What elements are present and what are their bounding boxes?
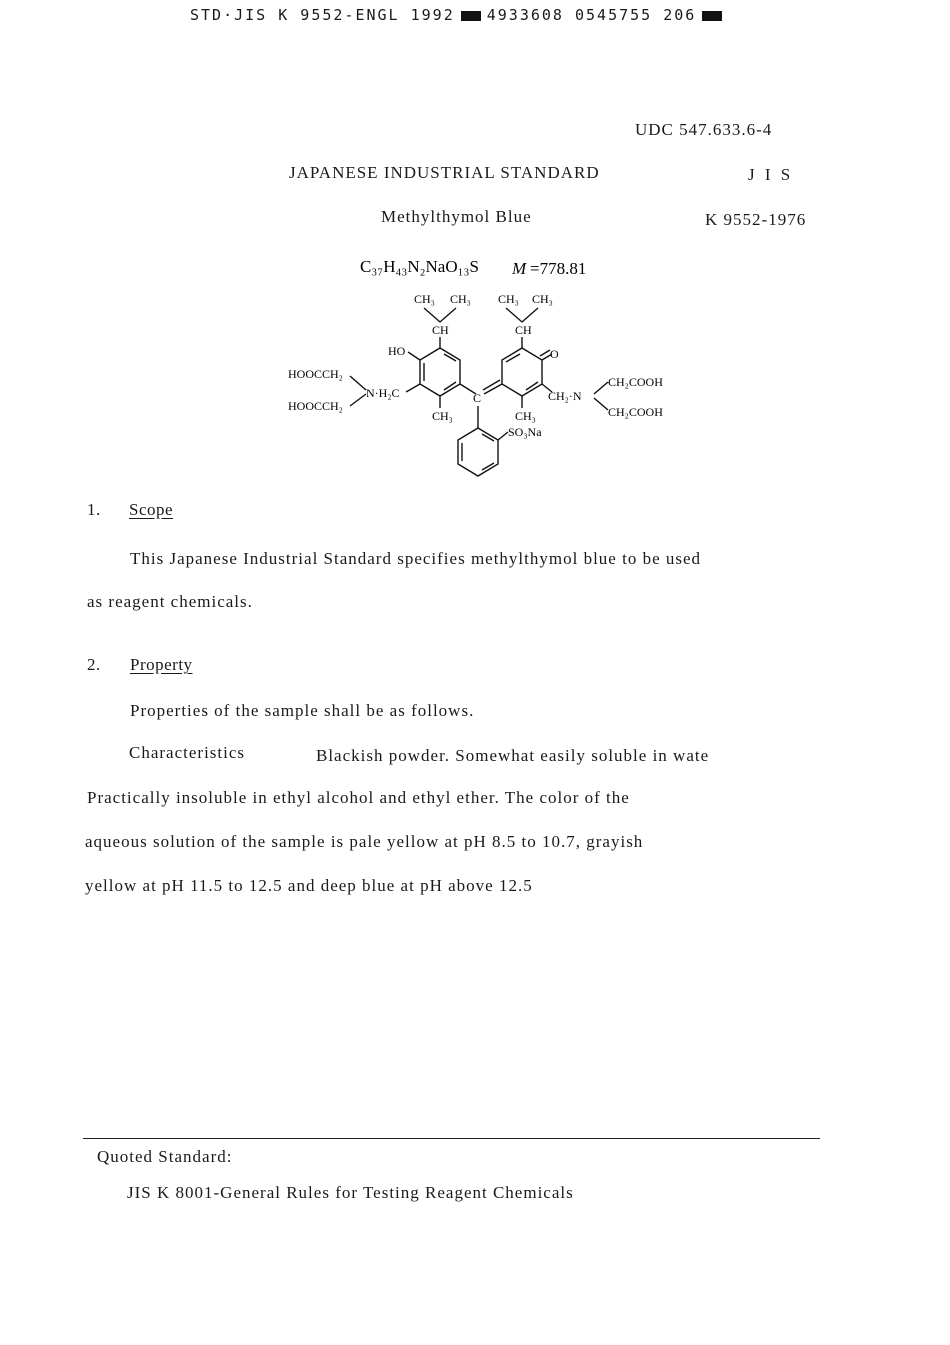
quoted-standard-label: Quoted Standard: — [97, 1147, 233, 1166]
label-ch2cooh: CH₂COOH — [608, 405, 663, 419]
label-nh2c: N·H₂C — [366, 386, 400, 400]
label-ch3: CH₃ — [515, 409, 536, 423]
property-paragraph-line: Practically insoluble in ethyl alcohol and ethyl ether. The color of the — [87, 788, 630, 807]
section-number: 1. — [87, 500, 101, 519]
header-codes: 4933608 0545755 206 — [486, 6, 697, 24]
label-ch3: CH₃ — [414, 292, 435, 306]
scan-header — [190, 6, 728, 24]
quoted-standard-text: JIS K 8001-General Rules for Testing Reagent Chemicals — [127, 1183, 574, 1202]
footnote-divider — [83, 1138, 820, 1139]
jis-mark: J I S — [748, 165, 794, 184]
molecular-formula: C₃₇H₄₃N₂NaO₁₃S — [360, 257, 479, 276]
scope-paragraph-line: This Japanese Industrial Standard specifies methylthymol blue to be used — [130, 549, 702, 568]
label-c: C — [473, 391, 482, 405]
property-paragraph-line: Properties of the sample shall be as follows. — [130, 701, 475, 720]
label-o: O — [550, 347, 559, 361]
udc-code: UDC 547.633.6-4 — [635, 120, 773, 139]
standard-number: K 9552-1976 — [705, 210, 807, 229]
section-number: 2. — [87, 655, 101, 674]
label-ch: CH — [515, 323, 532, 337]
label-hoocch2: HOOCCH₂ — [288, 399, 343, 413]
property-paragraph-line: yellow at pH 11.5 to 12.5 and deep blue at pH above 12.5 — [85, 876, 533, 895]
label-ch3: CH₃ — [532, 292, 553, 306]
label-ch2n: CH₂·N — [548, 389, 582, 403]
standard-org: JAPANESE INDUSTRIAL STANDARD — [289, 163, 600, 182]
label-hoocch2: HOOCCH₂ — [288, 367, 343, 381]
characteristics-label: Characteristics — [129, 743, 246, 762]
page-title: Methylthymol Blue — [381, 207, 532, 226]
property-paragraph-line: aqueous solution of the sample is pale yellow at pH 8.5 to 10.7, grayish — [85, 832, 644, 851]
label-ch3: CH₃ — [432, 409, 453, 423]
label-ch2cooh: CH₂COOH — [608, 375, 663, 389]
black-bar-icon — [461, 11, 481, 21]
molar-mass-value: =778.81 — [530, 259, 587, 278]
scope-paragraph-line: as reagent chemicals. — [87, 592, 253, 611]
header-standard-code: STD·JIS K 9552-ENGL 1992 — [190, 6, 455, 24]
black-bar-icon — [702, 11, 722, 21]
label-so3na: SO₃Na — [508, 425, 542, 439]
label-ho: HO — [388, 344, 406, 358]
label-ch3: CH₃ — [498, 292, 519, 306]
property-paragraph-line: Blackish powder. Somewhat easily soluble in wate — [316, 746, 710, 765]
label-ch3: CH₃ — [450, 292, 471, 306]
section-heading-scope: Scope — [129, 500, 174, 519]
label-ch: CH — [432, 323, 449, 337]
section-heading-property: Property — [130, 655, 193, 674]
structural-formula — [280, 250, 700, 480]
molar-mass-label: M — [512, 259, 527, 278]
